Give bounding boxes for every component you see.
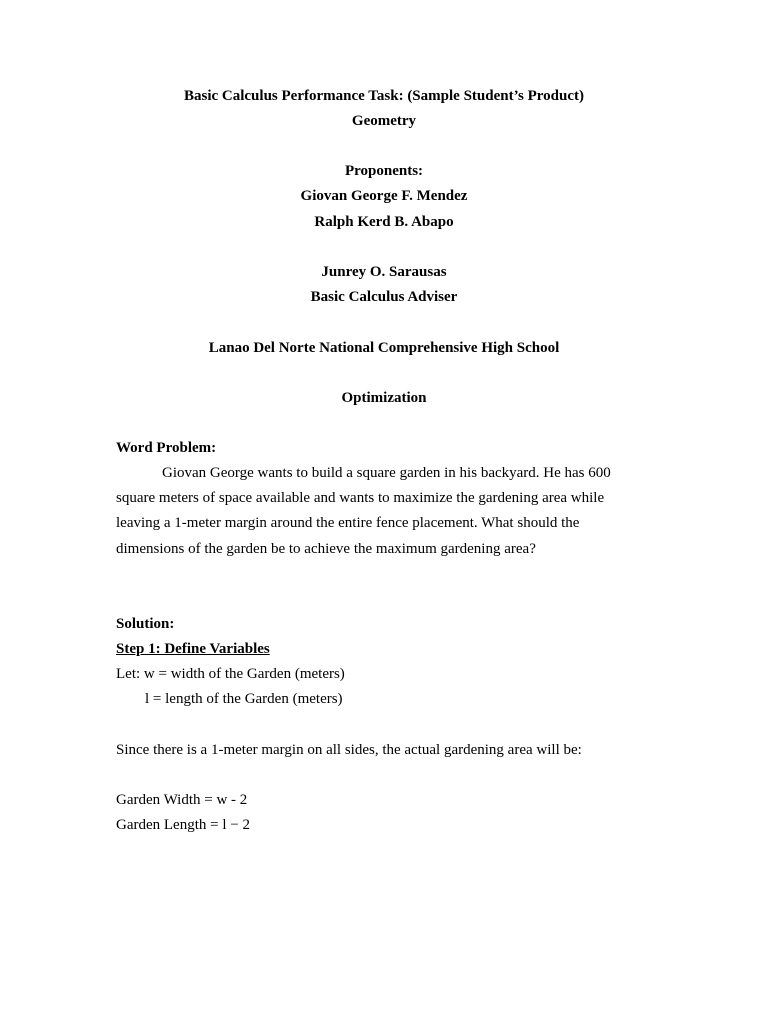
proponents-label: Proponents: <box>344 163 424 179</box>
problem-text-line: square meters of space available and wants to maximize the gardening area while <box>116 490 605 506</box>
solution-heading: Solution: <box>116 616 175 632</box>
topic-heading: Optimization <box>341 390 427 406</box>
problem-text-line: leaving a 1-meter margin around the entire fence placement. What should the <box>116 515 580 531</box>
adviser-name: Junrey O. Sarausas <box>321 264 447 280</box>
variable-width-definition: Let: w = width of the Garden (meters) <box>116 666 345 682</box>
proponent-name: Giovan George F. Mendez <box>300 188 468 204</box>
word-problem-heading: Word Problem: <box>116 440 217 456</box>
problem-text-line: Giovan George wants to build a square garden in his backyard. He has 600 <box>162 465 611 481</box>
garden-length-formula: Garden Length = l − 2 <box>116 817 250 833</box>
garden-width-formula: Garden Width = w - 2 <box>116 792 248 808</box>
document-title: Basic Calculus Performance Task: (Sample Student’s Product) <box>183 88 584 104</box>
document-subtitle: Geometry <box>351 113 417 129</box>
variable-length-definition: l = length of the Garden (meters) <box>145 691 343 707</box>
school-name: Lanao Del Norte National Comprehensive High School <box>208 340 560 356</box>
proponent-name: Ralph Kerd B. Abapo <box>314 214 454 230</box>
adviser-role: Basic Calculus Adviser <box>310 289 458 305</box>
margin-note: Since there is a 1-meter margin on all sides, the actual gardening area will be: <box>116 742 582 758</box>
step-1-heading: Step 1: Define Variables <box>116 641 270 657</box>
problem-text-line: dimensions of the garden be to achieve the maximum gardening area? <box>116 541 536 557</box>
